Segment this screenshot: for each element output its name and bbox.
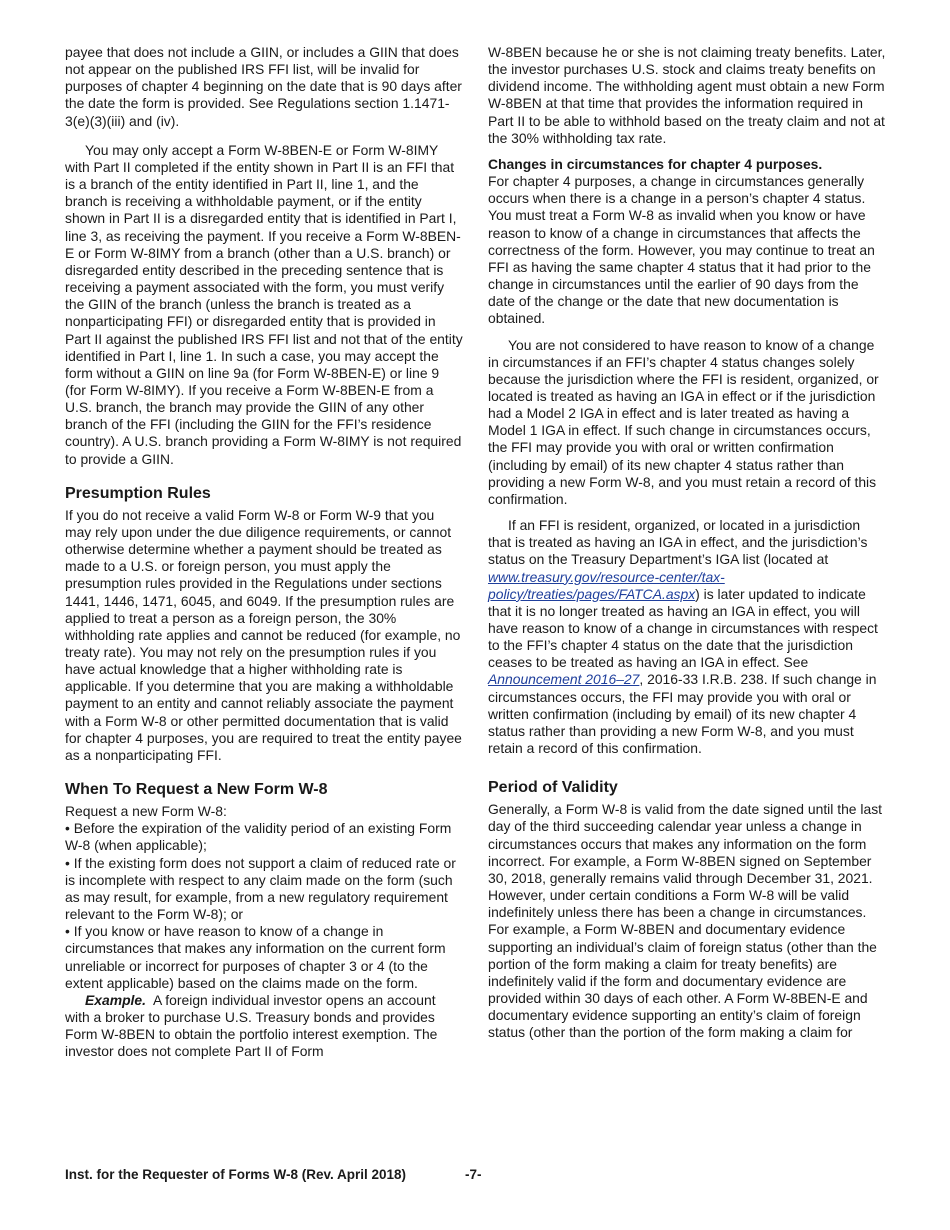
paragraph-example bbox=[65, 992, 463, 1061]
list-item: • If you know or have reason to know of a change in circumstances that makes any information on the current form unreliable or incorrect for purposes of chapter 3 or 4 (to the extent applicable) based on the claims made on the form. bbox=[65, 923, 446, 991]
paragraph-period-of-validity: Generally, a Form W-8 is valid from the date signed until the last day of the third succeeding calendar year unless a change in circumstances occurs that makes any information on the form incorrect. For example, a Form W-8BEN signed on September 30, 2018, generally remains valid through December 31, 2021. However, under certain conditions a Form W-8 will be valid indefinitely unless there has been a change in circumstances. For example, a Form W-8BEN and documentary evidence supporting an individual’s claim of foreign status (other than the portion of the form making a claim for treaty benefits) are indefinitely valid if the form and documentary evidence are provided within 30 days of each other. A Form W-8BEN-E and documentary evidence supporting an entity’s claim of foreign status (other than the portion of the form making a claim for bbox=[488, 801, 882, 1041]
announcement-link[interactable]: Announcement 2016–27 bbox=[488, 671, 640, 688]
paragraph-branch-giin: You may only accept a Form W-8BEN-E or Form W-8IMY with Part II completed if the entity shown in Part II is an FFI that is a branch of the entity identified in Part II, line 1, and the branch is receiving a withholdable payment, or if the entity shown in Part II is a disregarded entity that is identified in Part I, line 3, as receiving the payment. If you receive a Form W-8BEN-E or Form W-8IMY from a branch (other than a U.S. branch) or disregarded entity described in the preceding sentence that is receiving a payment associated with the form, you must verify the GIIN of the branch (unless the branch is treated as a nonparticipating FFI) or disregarded entity that is provided in Part II against the published IRS FFI list and not that of the entity identified in Part I, line 1. In such a case, you may accept the form without a GIIN on line 9a (for Form W-8BEN-E) or line 9 (for Form W-8IMY). If you receive a Form W-8BEN-E from a U.S. branch, the branch may provide the GIIN of any other branch of the FFI (including the GIIN for the FFI’s residence country). A U.S. branch providing a Form W-8IMY is not required to provide a GIIN. bbox=[65, 141, 463, 467]
paragraph-reason-to-know: You are not considered to have reason to know of a change in circumstances if an FFI’s chapter 4 status changes solely because the jurisdiction where the FFI is resident, organized, or located is treated as having an IGA in effect or if the jurisdiction had a Model 2 IGA in effect and is later treated as having a Model 1 IGA in effect. If such change in circumstances occurs, the FFI may provide you with oral or written confirmation (including by email) of its new chapter 4 status rather than providing a new Form W-8, and you must retain a record of this confirmation. bbox=[488, 336, 879, 507]
text-run: , 2016-33 I.R.B. 238. If such change in circumstances occurs, the FFI may provide you with oral or written confirmation (including by email) of its new chapter 4 status rather than providing a new Form W-8, and you must retain a record of this confirmation. bbox=[488, 671, 877, 757]
footer-title: Inst. for the Requester of Forms W-8 (Rev. April 2018) bbox=[65, 1167, 407, 1182]
left-column bbox=[65, 44, 463, 1060]
text-run: If an FFI is resident, organized, or located in a jurisdiction that is treated as having an IGA in effect, and the jurisdiction’s status on the Treasury Department’s IGA list (located at bbox=[488, 517, 868, 568]
subheading-changes-in-circumstances bbox=[488, 156, 886, 173]
treasury-fatca-link[interactable]: www.treasury.gov/resource-center/tax-policy/treaties/pages/FATCA.aspx bbox=[488, 568, 725, 602]
runin-heading: Changes in circumstances for chapter 4 purposes. bbox=[488, 155, 823, 172]
list-item: • Before the expiration of the validity period of an existing Form W-8 (when applicable); bbox=[65, 820, 452, 854]
paragraph-chapter4-change: For chapter 4 purposes, a change in circumstances generally occurs when there is a change in a person’s chapter 4 status. You must treat a Form W-8 as invalid when you know or have reason to know of a change in circumstances that affects the correctness of the form. However, you may continue to treat an FFI as having the same chapter 4 status that it had prior to the change in circumstances until the earlier of 90 days from the date of the change or the date that new documentation is obtained. bbox=[488, 173, 875, 327]
paragraph-iga-list bbox=[488, 517, 886, 757]
right-column bbox=[488, 44, 886, 1041]
page-number: -7- bbox=[465, 1167, 482, 1182]
list-item: • If the existing form does not support a claim of reduced rate or is incomplete with respect to any claim made on the form (such as may result, for example, from a new regulatory requirement relevant to the Form W-8); or bbox=[65, 854, 456, 923]
paragraph-presumption-rules: If you do not receive a valid Form W-8 or Form W-9 that you may rely upon under the due diligence requirements, or cannot otherwise determine whether a payment should be treated as made to a U.S. or foreign person, you must apply the presumption rules provided in the Regulations under sections 1441, 1446, 1471, 6045, and 6049. If the presumption rules are applied to treat a person as a foreign person, the 30% withholding rate applies and cannot be reduced (for example, no treaty rate). You may not rely on the presumption rules if you have actual knowledge that a higher withholding rate is applicable. If you determine that you are making a withholdable payment to an entity and cannot reliably associate the payment with a Form W-8 or other permitted documentation that is valid for chapter 4 purposes, you are required to treat the entity payee as a nonparticipating FFI. bbox=[65, 506, 462, 763]
paragraph-example-continued: W-8BEN because he or she is not claiming treaty benefits. Later, the investor purchases U.S. stock and claims treaty benefits on dividend income. The withholding agent must obtain a new Form W-8BEN at that time that provides the information required in Part II to be able to withhold based on the treaty claim and not at the 30% withholding tax rate. bbox=[488, 44, 886, 146]
example-text: A foreign individual investor opens an account with a broker to purchase U.S. Treasury bonds and provides Form W-8BEN to obtain the portfolio interest exemption. The investor does not complete Part II of Form bbox=[65, 991, 438, 1060]
heading-when-to-request: When To Request a New Form W-8 bbox=[65, 781, 328, 799]
heading-period-of-validity: Period of Validity bbox=[488, 779, 618, 797]
text-run: ) is later updated to indicate that it is no longer treated as having an IGA in effect, you will have reason to know of a change in circumstances with respect to the FFI’s chapter 4 status on the date that the jurisdiction ceases to be treated as having an IGA in effect. See bbox=[488, 585, 878, 671]
paragraph-giin-invalid: payee that does not include a GIIN, or includes a GIIN that does not appear on the published IRS FFI list, will be invalid for purposes of chapter 4 beginning on the date that is 90 days after the date the form is provided. See Regulations section 1.1471-3(e)(3)(iii) and (iv). bbox=[65, 44, 462, 129]
paragraph-request-intro: Request a new Form W-8: bbox=[65, 803, 227, 820]
heading-presumption-rules: Presumption Rules bbox=[65, 484, 211, 502]
example-label: Example. bbox=[85, 991, 146, 1008]
